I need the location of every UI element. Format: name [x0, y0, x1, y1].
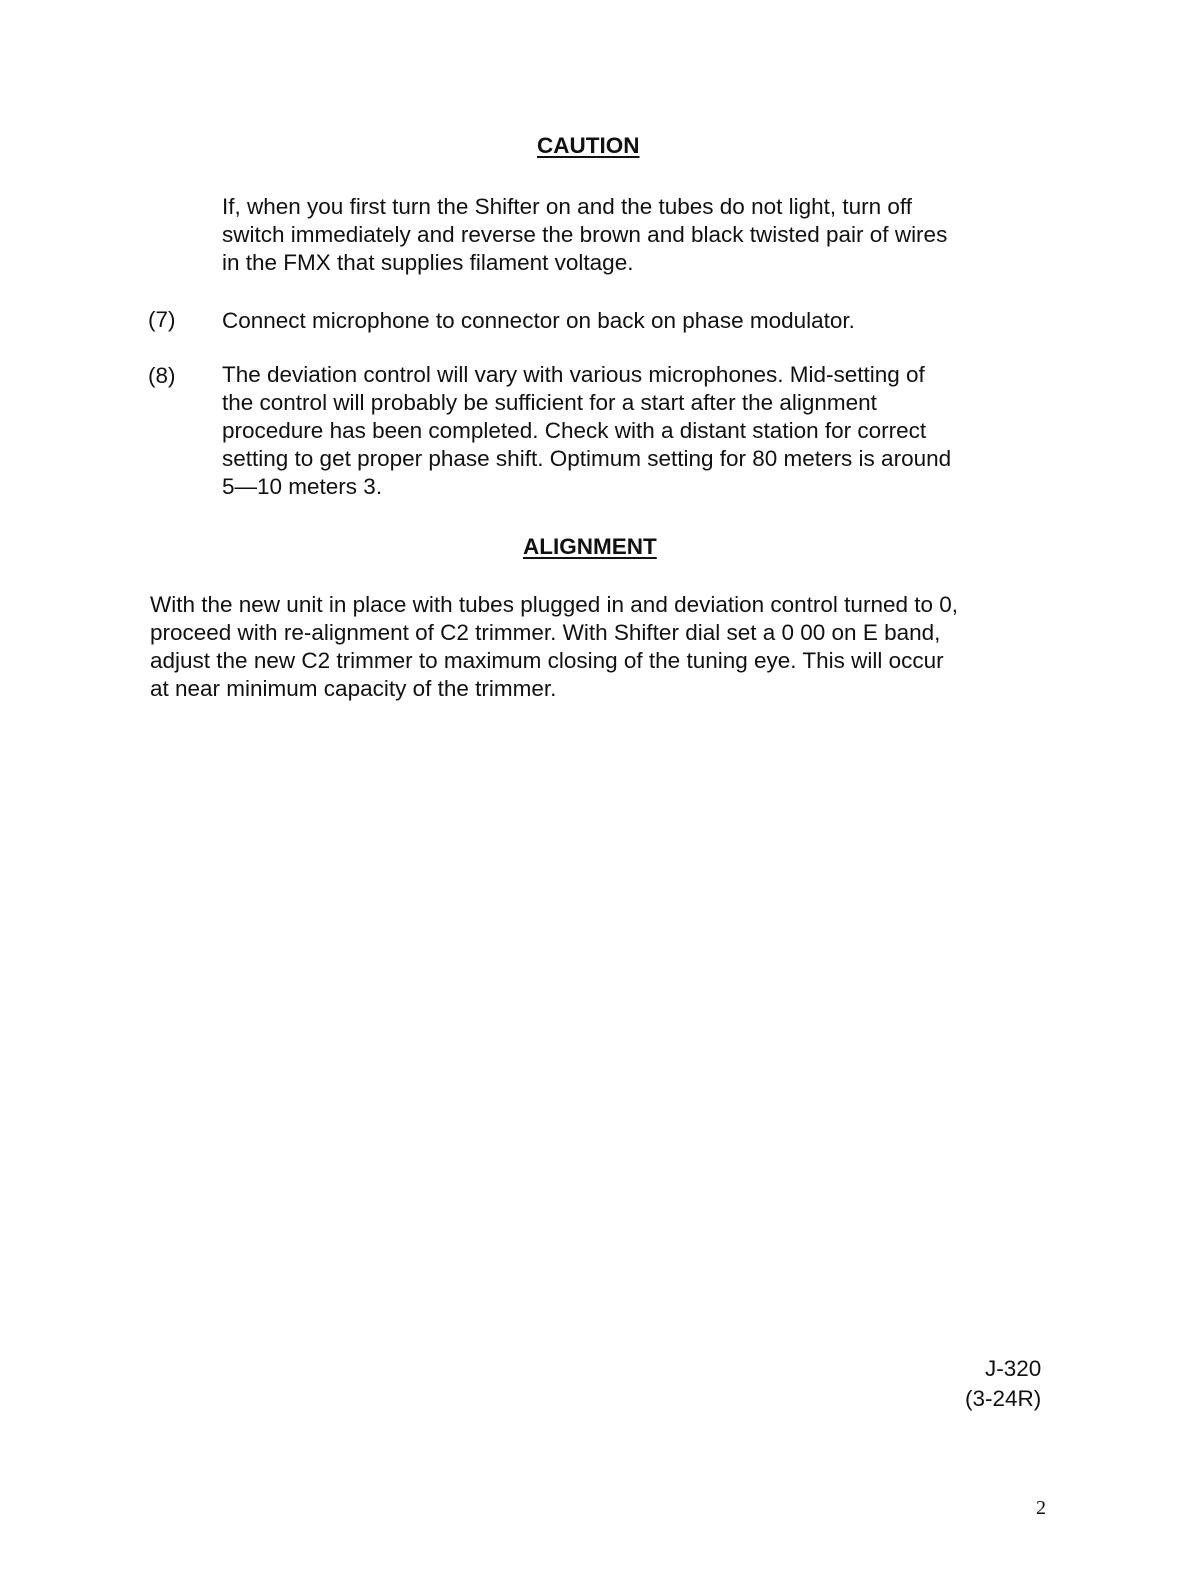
text-line: switch immediately and reverse the brown and black twisted pair of wires: [222, 222, 948, 247]
alignment-text: [150, 591, 958, 703]
text-line: the control will probably be sufficient for a start after the alignment: [222, 390, 877, 415]
text-line: proceed with re-alignment of C2 trimmer. With Shifter dial set a 0 00 on E band,: [150, 620, 941, 645]
caution-text: [222, 193, 947, 277]
text-line: adjust the new C2 trimmer to maximum closing of the tuning eye. This will occur: [150, 648, 944, 673]
text-line: Connect microphone to connector on back on phase modulator.: [222, 308, 855, 333]
page-number: 2: [1036, 1497, 1046, 1519]
caution-heading: CAUTION: [537, 133, 640, 158]
alignment-heading: ALIGNMENT: [523, 534, 657, 559]
text-line: If, when you first turn the Shifter on and the tubes do not light, turn off: [222, 194, 913, 219]
step-8-text: [222, 361, 951, 501]
step-8-number: (8): [148, 363, 176, 388]
document-code: J-320: [985, 1356, 1042, 1381]
text-line: at near minimum capacity of the trimmer.: [150, 676, 557, 701]
step-7-text: [222, 307, 855, 335]
text-line: in the FMX that supplies filament voltage.: [222, 250, 634, 275]
text-line: The deviation control will vary with various microphones. Mid-setting of: [222, 362, 925, 387]
text-line: 5—10 meters 3.: [222, 474, 383, 499]
text-line: setting to get proper phase shift. Optimum setting for 80 meters is around: [222, 446, 952, 471]
document-revision: (3-24R): [965, 1386, 1042, 1411]
text-line: With the new unit in place with tubes plugged in and deviation control turned to 0,: [150, 592, 959, 617]
step-7-number: (7): [148, 307, 176, 332]
text-line: procedure has been completed. Check with a distant station for correct: [222, 418, 927, 443]
